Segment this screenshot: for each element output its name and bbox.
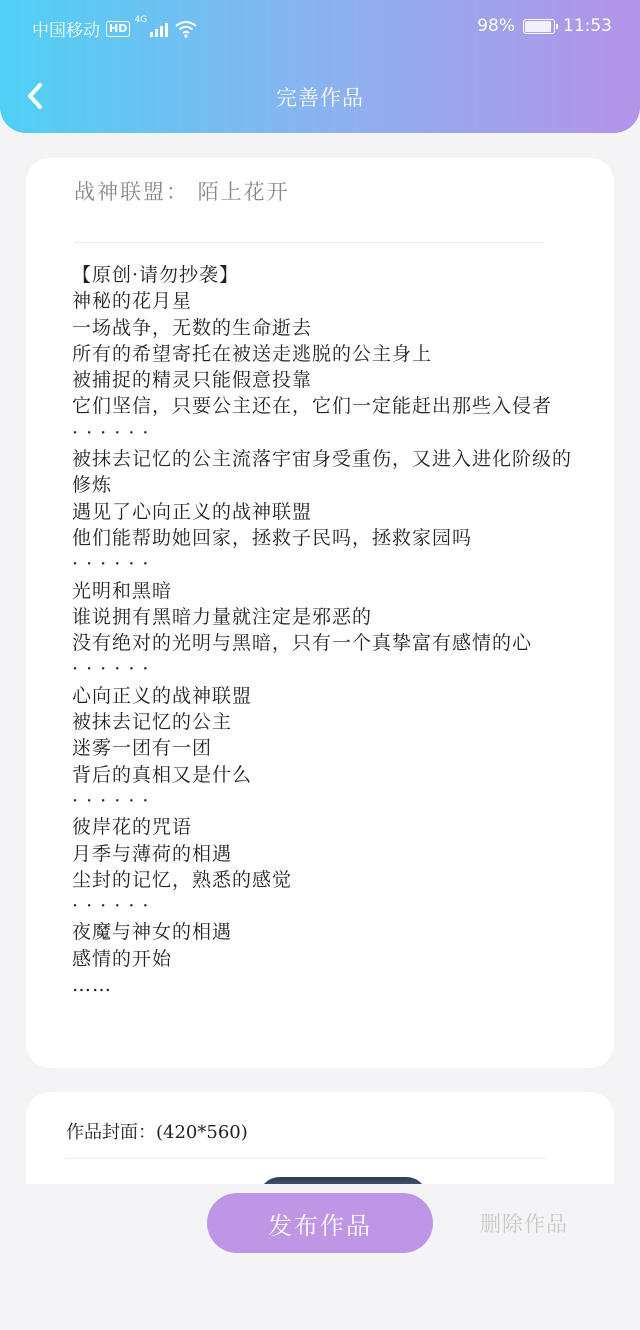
bottom-action-bar <box>0 1184 640 1330</box>
description-line: 夜魔与神女的相遇 <box>72 921 233 944</box>
wifi-icon <box>174 20 198 38</box>
description-line: 迷雾一团有一团 <box>72 737 213 760</box>
status-bar <box>0 0 640 52</box>
status-right <box>477 16 612 36</box>
description-line: 【原创·请勿抄袭】 <box>72 264 240 286</box>
signal-icon <box>134 14 168 37</box>
clock: 11:53 <box>563 16 612 36</box>
description-line: 感情的开始 <box>72 947 173 970</box>
description-line: 彼岸花的咒语 <box>72 816 193 839</box>
description-line: 心向正义的战神联盟 <box>72 684 253 707</box>
battery-icon <box>523 19 555 34</box>
description-line: 光明和黑暗 <box>72 579 173 602</box>
description-line: · · · · · · <box>72 421 150 444</box>
work-description-field[interactable] <box>72 262 572 998</box>
work-title-field[interactable]: 战神联盟： 陌上花开 <box>74 180 290 204</box>
battery-percent: 98% <box>477 16 515 36</box>
work-info-card <box>26 158 614 1068</box>
description-line: 背后的真相又是什么 <box>72 763 253 786</box>
description-line: 被抹去记忆的公主 <box>72 711 233 734</box>
delete-button[interactable]: 删除作品 <box>480 1208 568 1238</box>
cover-label: 作品封面：(420*560) <box>66 1122 248 1143</box>
page-title: 完善作品 <box>276 86 364 110</box>
app-header <box>0 0 640 133</box>
description-line: 神秘的花月星 <box>72 290 193 313</box>
description-line: · · · · · · <box>72 895 150 918</box>
hd-badge: HD <box>106 21 130 37</box>
title-divider <box>74 242 544 243</box>
description-line: 尘封的记忆，熟悉的感觉 <box>72 868 293 891</box>
description-line: 一场战争，无数的生命逝去 <box>72 316 313 339</box>
description-line: 谁说拥有黑暗力量就注定是邪恶的 <box>72 605 373 628</box>
network-type-label: 4G <box>134 14 148 25</box>
description-line: 遇见了心向正义的战神联盟 <box>72 500 313 523</box>
description-line: 它们坚信，只要公主还在，它们一定能赶出那些入侵者 <box>72 395 553 418</box>
carrier-label: 中国移动 <box>32 21 100 41</box>
description-line: 被抹去记忆的公主流落宇宙身受重伤，又进入进化阶级的修炼 <box>72 448 573 497</box>
publish-button[interactable]: 发布作品 <box>207 1193 433 1253</box>
description-line: 没有绝对的光明与黑暗，只有一个真挚富有感情的心 <box>72 632 533 655</box>
cover-divider <box>66 1158 546 1159</box>
description-line: 被捕捉的精灵只能假意投靠 <box>72 369 313 392</box>
status-left <box>32 16 198 41</box>
description-line: · · · · · · <box>72 789 150 812</box>
description-line: 他们能帮助她回家，拯救子民吗，拯救家园吗 <box>72 526 473 549</box>
description-line: · · · · · · <box>72 658 150 681</box>
description-line: 月季与薄荷的相遇 <box>72 842 233 865</box>
description-line: …… <box>72 974 112 997</box>
description-line: · · · · · · <box>72 553 150 576</box>
description-line: 所有的希望寄托在被送走逃脱的公主身上 <box>72 342 433 365</box>
